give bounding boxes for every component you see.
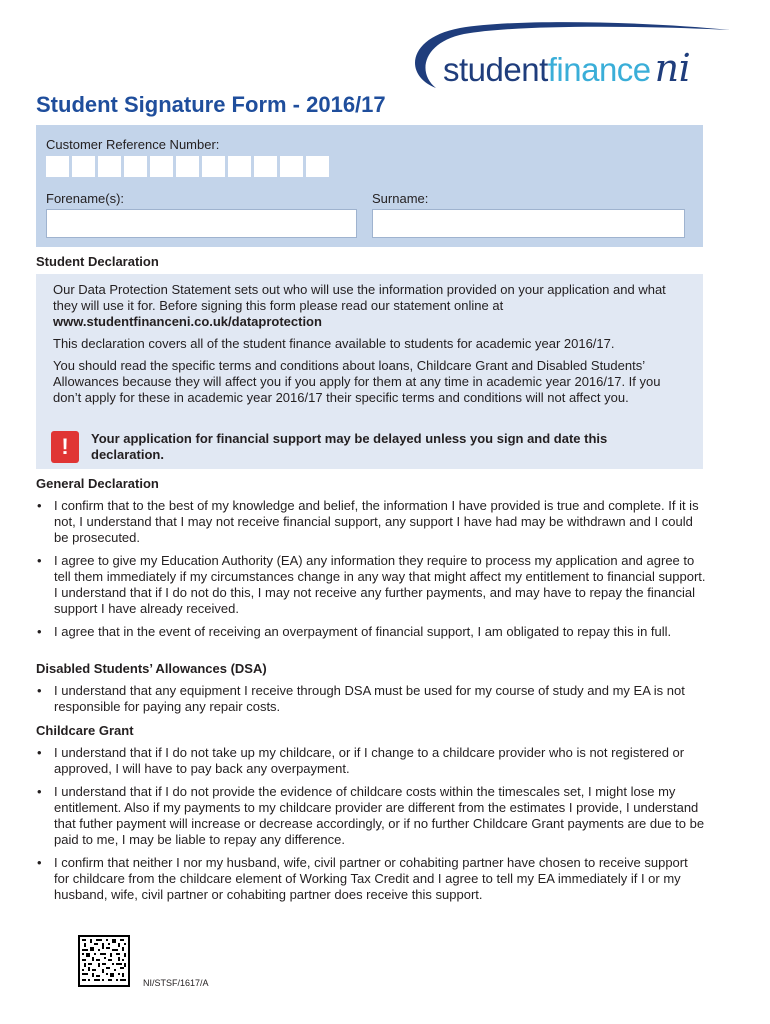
list-item: • I understand that any equipment I receive through DSA must be used for my course of study and my EA is not responsible for paying any repair costs. <box>36 683 706 715</box>
list-item: • I confirm that neither I nor my husband, wife, civil partner or cohabiting partner have chosen to receive support for childcare from the childcare element of Working Tax Credit and I agree to tell my EA immediately if I or my husband, wife, civil partner or cohabiting partner does receive this support. <box>36 855 706 903</box>
general-declaration-list <box>36 498 706 640</box>
warning-text: Your application for financial support may be delayed unless you sign and date this declaration. <box>91 431 608 462</box>
qr-code-icon <box>78 935 130 987</box>
data-protection-link[interactable]: www.studentfinanceni.co.uk/dataprotection <box>53 314 322 329</box>
crn-boxes <box>46 156 329 177</box>
form-code: NI/STSF/1617/A <box>143 978 209 988</box>
general-declaration-section <box>36 476 706 647</box>
crn-digit-input[interactable] <box>202 156 225 177</box>
coverage-paragraph: This declaration covers all of the student finance available to students for academic year 2016/17. <box>53 336 615 351</box>
page-title: Student Signature Form - 2016/17 <box>36 92 386 117</box>
student-declaration-heading: Student Declaration <box>36 254 159 269</box>
data-protection-text: Our Data Protection Statement sets out who will use the information provided on your application and what they will use it for. Before signing this form please read our statement online at <box>53 282 666 313</box>
childcare-heading: Childcare Grant <box>36 723 134 738</box>
crn-digit-input[interactable] <box>98 156 121 177</box>
forename-input[interactable] <box>46 209 357 238</box>
student-finance-ni-logo <box>400 18 740 93</box>
general-declaration-heading: General Declaration <box>36 476 159 491</box>
logo-ni-text: ni <box>654 46 691 90</box>
warning-icon: ! <box>51 431 79 463</box>
list-item: • I understand that if I do not take up my childcare, or if I change to a childcare provider who is not registered or approved, I will have to pay back any overpayment. <box>36 745 706 777</box>
list-item: • I understand that if I do not provide the evidence of childcare costs within the timescales set, I might lose my entitlement. Also if my payments to my childcare provider are different from the estimates I provide, I understand that futher payment will increase or decrease accordingly, or if no further Childcare Grant payments are due to be paid to me, I may be liable to repay any difference. <box>36 784 706 848</box>
reference-panel <box>36 125 703 247</box>
dsa-heading: Disabled Students’ Allowances (DSA) <box>36 661 267 676</box>
crn-digit-input[interactable] <box>124 156 147 177</box>
list-item: • I agree to give my Education Authority (EA) any information they require to process my application and agree to tell them immediately if my circumstances change in any way that might affect my entitlement to financial support. I understand that if I do not do this, I may not receive any further payments, and may have to repay the financial support I have already received. <box>36 553 706 617</box>
data-protection-paragraph <box>53 282 685 330</box>
dsa-section <box>36 661 706 722</box>
forename-label: Forename(s): <box>46 191 125 206</box>
surname-label: Surname: <box>372 191 429 206</box>
student-declaration-panel <box>36 274 703 469</box>
surname-input[interactable] <box>372 209 685 238</box>
dsa-list <box>36 683 706 715</box>
crn-digit-input[interactable] <box>280 156 303 177</box>
crn-label: Customer Reference Number: <box>46 137 220 152</box>
logo-wordmark <box>443 46 690 90</box>
terms-paragraph: You should read the specific terms and conditions about loans, Childcare Grant and Disabled Students’ Allowances because they will affect you if you apply for them at any time in academic year 2016/17. If you don’t apply for these in academic year 2016/17 their specific terms and conditions will not affect you. <box>53 358 661 405</box>
logo-finance-text: finance <box>547 51 651 88</box>
crn-digit-input[interactable] <box>150 156 173 177</box>
childcare-list <box>36 745 706 903</box>
crn-digit-input[interactable] <box>72 156 95 177</box>
crn-digit-input[interactable] <box>306 156 329 177</box>
list-item: • I confirm that to the best of my knowledge and belief, the information I have provided is true and complete. If it is not, I understand that I may not receive financial support, any support I have had may be withdrawn and I could be prosecuted. <box>36 498 706 546</box>
crn-digit-input[interactable] <box>228 156 251 177</box>
list-item: • I agree that in the event of receiving an overpayment of financial support, I am obligated to repay this in full. <box>36 624 706 640</box>
crn-digit-input[interactable] <box>176 156 199 177</box>
crn-digit-input[interactable] <box>254 156 277 177</box>
logo-student-text: student <box>443 51 548 88</box>
crn-digit-input[interactable] <box>46 156 69 177</box>
childcare-section <box>36 723 706 910</box>
